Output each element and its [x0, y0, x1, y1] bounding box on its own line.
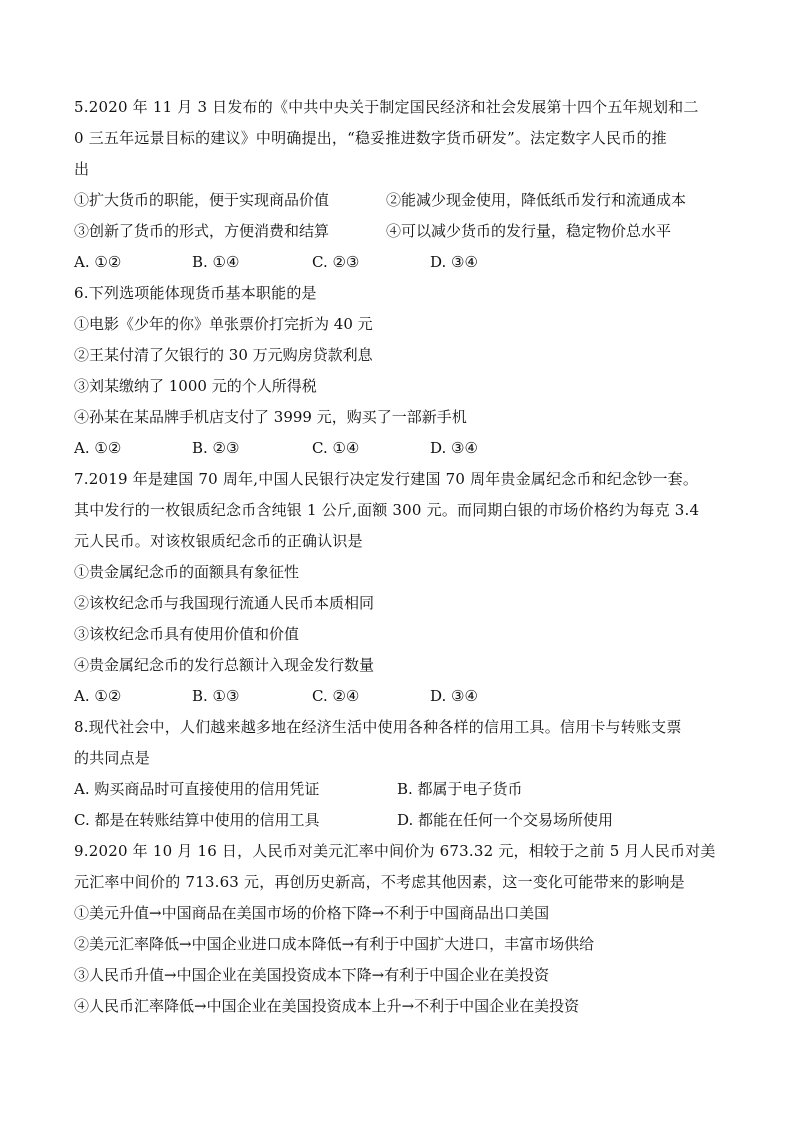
question-6-item-4: ④孙某在某品牌手机店支付了 3999 元，购买了一部新手机: [74, 408, 467, 426]
question-6-option-d: D. ③④: [430, 439, 478, 457]
question-8-option-a: A. 购买商品时可直接使用的信用凭证: [74, 780, 320, 798]
question-8-option-d: D. 都能在任何一个交易场所使用: [397, 811, 614, 829]
question-7-option-d: D. ③④: [430, 687, 478, 705]
question-8-stem-line-2: 的共同点是: [74, 749, 151, 767]
question-9-item-4: ④人民币汇率降低→中国企业在美国投资成本上升→不利于中国企业在美投资: [74, 997, 580, 1015]
question-5-stem-line-3: 出: [74, 160, 90, 178]
question-9-stem-line-2: 元汇率中间价的 713.63 元，再创历史新高，不考虑其他因素，这一变化可能带来的影响是: [74, 873, 685, 891]
question-9-item-3: ③人民币升值→中国企业在美国投资成本下降→有利于中国企业在美投资: [74, 966, 550, 984]
question-5-option-b: B. ①④: [192, 253, 240, 271]
question-7-option-b: B. ①③: [192, 687, 240, 705]
question-7-stem-line-3: 元人民币。对该枚银质纪念币的正确认识是: [74, 532, 363, 550]
question-7-item-2: ②该枚纪念币与我国现行流通人民币本质相同: [74, 594, 375, 612]
question-6-item-1: ①电影《少年的你》单张票价打完折为 40 元: [74, 315, 373, 333]
question-6-item-3: ③刘某缴纳了 1000 元的个人所得税: [74, 377, 317, 395]
question-5-item-1: ①扩大货币的职能，便于实现商品价值: [74, 191, 330, 209]
question-5-item-2: ②能减少现金使用，降低纸币发行和流通成本: [386, 191, 687, 209]
question-5-item-4: ④可以减少货币的发行量，稳定物价总水平: [386, 222, 672, 240]
question-8-option-c: C. 都是在转账结算中使用的信用工具: [74, 811, 320, 829]
question-7-stem-line-1: 7.2019 年是建国 70 周年,中国人民银行决定发行建国 70 周年贵金属纪念币和纪念钞一套。: [74, 470, 699, 488]
question-9-item-1: ①美元升值→中国商品在美国市场的价格下降→不利于中国商品出口美国: [74, 904, 550, 922]
question-7-option-c: C. ②④: [312, 687, 360, 705]
question-7-item-1: ①贵金属纪念币的面额具有象征性: [74, 563, 300, 581]
question-5-stem-line-2: 0 三五年远景目标的建议》中明确提出，“稳妥推进数字货币研发”。法定数字人民币的推: [74, 129, 667, 147]
question-7-stem-line-2: 其中发行的一枚银质纪念币含纯银 1 公斤,面额 300 元。而同期白银的市场价格约为每克 3.4: [74, 501, 700, 519]
question-6-option-a: A. ①②: [74, 439, 122, 457]
question-5-item-3: ③创新了货币的形式，方便消费和结算: [74, 222, 330, 240]
question-9-stem-line-1: 9.2020 年 10 月 16 日，人民币对美元汇率中间价为 673.32 元，相较于之前 5 月人民币对美: [74, 842, 716, 860]
question-9-item-2: ②美元汇率降低→中国企业进口成本降低→有利于中国扩大进口，丰富市场供给: [74, 935, 595, 953]
question-6-item-2: ②王某付清了欠银行的 30 万元购房贷款利息: [74, 346, 373, 364]
question-5-option-a: A. ①②: [74, 253, 122, 271]
question-6-option-b: B. ②③: [192, 439, 240, 457]
question-6-option-c: C. ①④: [312, 439, 360, 457]
question-7-item-4: ④贵金属纪念币的发行总额计入现金发行数量: [74, 656, 375, 674]
question-5-stem-line-1: 5.2020 年 11 月 3 日发布的《中共中央关于制定国民经济和社会发展第十四个五年规划和二: [74, 98, 699, 116]
question-5-option-c: C. ②③: [312, 253, 360, 271]
question-8-option-b: B. 都属于电子货币: [397, 780, 523, 798]
question-7-option-a: A. ①②: [74, 687, 122, 705]
question-5-option-d: D. ③④: [430, 253, 478, 271]
question-6-stem: 6.下列选项能体现货币基本职能的是: [74, 284, 317, 302]
question-8-stem-line-1: 8.现代社会中，人们越来越多地在经济生活中使用各种各样的信用工具。信用卡与转账支票: [74, 718, 682, 736]
question-7-item-3: ③该枚纪念币具有使用价值和价值: [74, 625, 300, 643]
